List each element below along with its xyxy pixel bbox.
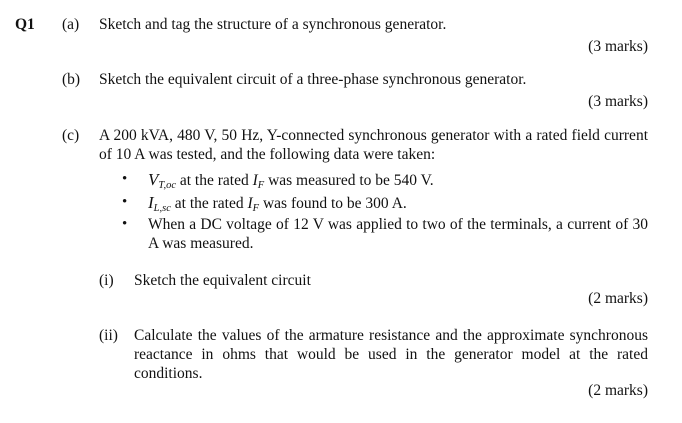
bullet-2-symbol: I (148, 193, 154, 212)
bullet-marker: • (122, 171, 128, 187)
bullet-1-subscript: T,oc (158, 180, 176, 191)
question-label: Q1 (15, 16, 35, 33)
bullet-2-subscript: L,sc (153, 203, 171, 214)
subpart-ii-marks: (2 marks) (588, 382, 648, 399)
subpart-ii-text: Calculate the values of the armature resistance and the approximate synchronous reactance in ohms that would be used in the generator model at the rated conditions. (134, 327, 648, 382)
subpart-i-text: Sketch the equivalent circuit (134, 272, 311, 289)
part-b-marks: (3 marks) (588, 93, 648, 110)
bullet-2-subscript2: F (252, 203, 260, 214)
subpart-ii-label: (ii) (99, 327, 118, 344)
part-a-marks: (3 marks) (588, 38, 648, 55)
bullet-1-subscript2: F (257, 180, 265, 191)
bullet-marker: • (122, 216, 128, 232)
part-a-label: (a) (62, 16, 80, 33)
part-c-text: A 200 kVA, 480 V, 50 Hz, Y-connected synchronous generator with a rated field current of 10 A was tested, and the following data were taken: (99, 127, 648, 163)
part-b-text: Sketch the equivalent circuit of a three-phase synchronous generator. (99, 71, 527, 88)
subpart-i-label: (i) (99, 272, 114, 289)
bullet-2-symbol2: I (247, 195, 253, 212)
bullet-3: When a DC voltage of 12 V was applied to two of the terminals, a current of 30 A was measured. (148, 216, 648, 252)
part-a-text: Sketch and tag the structure of a synchronous generator. (99, 16, 447, 33)
bullet-1-tail: was measured to be 540 V. (264, 172, 434, 189)
bullet-marker: • (122, 194, 128, 210)
bullet-1-symbol: V (148, 170, 159, 189)
bullet-1 (148, 170, 434, 190)
subpart-i-marks: (2 marks) (588, 290, 648, 307)
bullet-2 (148, 193, 407, 213)
bullet-2-tail: was found to be 300 A. (259, 195, 407, 212)
part-b-label: (b) (62, 71, 81, 88)
bullet-2-middle: at the rated (170, 195, 248, 212)
bullet-1-middle: at the rated (176, 172, 253, 189)
part-c-label: (c) (62, 127, 80, 144)
bullet-1-symbol2: I (252, 172, 258, 189)
